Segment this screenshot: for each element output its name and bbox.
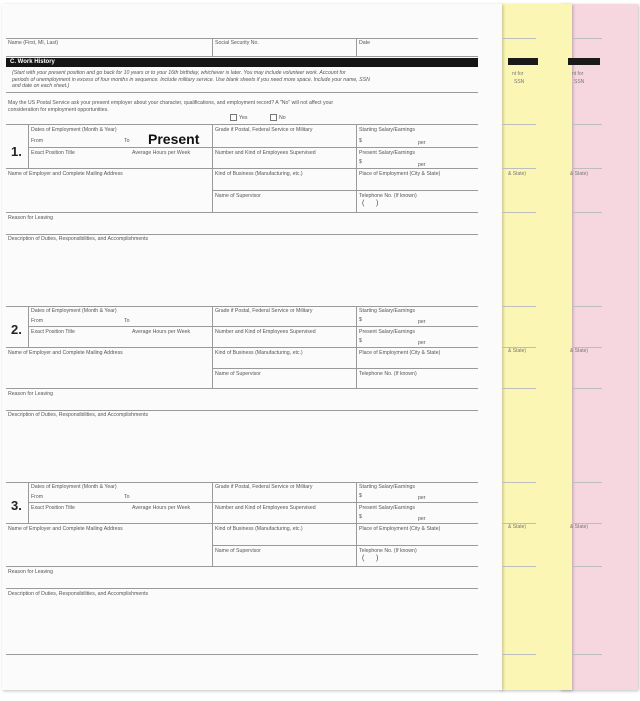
position-title-field[interactable]: Exact Position Title — [31, 150, 75, 156]
from-field[interactable]: From — [31, 494, 44, 500]
position-title-field[interactable]: Exact Position Title — [31, 329, 75, 335]
reason-leaving-field[interactable]: Reason for Leaving — [8, 391, 53, 397]
pink-peek-text: nt for — [572, 71, 584, 77]
yellow-peek-text: & State) — [508, 348, 527, 354]
from-field[interactable]: From — [31, 138, 44, 144]
present-salary-field[interactable]: Present Salary/Earnings — [359, 150, 415, 156]
telephone-field[interactable]: Telephone No. (If known) — [359, 193, 417, 199]
description-field[interactable]: Description of Duties, Responsibilities, and Accomplishments — [8, 412, 149, 418]
yellow-peek-text: nt for — [512, 71, 524, 77]
employees-supervised-field[interactable]: Number and Kind of Employees Supervised — [215, 150, 316, 156]
per-label: per — [418, 495, 426, 501]
dollar-sign: $ — [359, 338, 362, 344]
yellow-peek-text: SSN — [514, 79, 525, 85]
yellow-peek-text: & State) — [508, 524, 527, 530]
telephone-field[interactable]: Telephone No. (If known) — [359, 371, 417, 377]
entry-number: 2. — [11, 322, 22, 337]
section-title: C. Work History — [6, 58, 478, 67]
pink-section-bar — [568, 58, 600, 65]
employer-contact-question: May the US Postal Service ask your present employer about your character, qualifications, and employment record? A "No" will not affect your consideration for employment opportunities. — [8, 100, 334, 113]
starting-salary-field[interactable]: Starting Salary/Earnings — [359, 127, 415, 133]
pink-peek-text: & State) — [570, 171, 589, 177]
date-field[interactable]: Date — [359, 40, 370, 46]
per-label: per — [418, 340, 426, 346]
supervisor-field[interactable]: Name of Supervisor — [215, 193, 261, 199]
entry-number: 1. — [11, 144, 22, 159]
grade-field[interactable]: Grade if Postal, Federal Service or Military — [215, 308, 313, 314]
present-salary-field[interactable]: Present Salary/Earnings — [359, 329, 415, 335]
place-employment-field[interactable]: Place of Employment (City & State) — [359, 171, 441, 177]
grade-field[interactable]: Grade if Postal, Federal Service or Military — [215, 127, 313, 133]
avg-hours-field[interactable]: Average Hours per Week — [132, 505, 191, 511]
telephone-field[interactable]: Telephone No. (If known) — [359, 548, 417, 554]
employer-name-field[interactable]: Name of Employer and Complete Mailing Address — [8, 350, 123, 356]
starting-salary-field[interactable]: Starting Salary/Earnings — [359, 308, 415, 314]
yes-checkbox[interactable] — [230, 114, 237, 121]
dates-label: Dates of Employment (Month & Year) — [31, 308, 117, 314]
yes-option[interactable]: Yes — [230, 114, 247, 121]
employees-supervised-field[interactable]: Number and Kind of Employees Supervised — [215, 329, 316, 335]
grade-field[interactable]: Grade if Postal, Federal Service or Military — [215, 484, 313, 490]
supervisor-field[interactable]: Name of Supervisor — [215, 548, 261, 554]
kind-business-field[interactable]: Kind of Business (Manufacturing, etc.) — [215, 171, 303, 177]
position-title-field[interactable]: Exact Position Title — [31, 505, 75, 511]
area-code-paren: ( ) — [362, 200, 379, 207]
no-option[interactable]: No — [270, 114, 286, 121]
per-label: per — [418, 319, 426, 325]
employees-supervised-field[interactable]: Number and Kind of Employees Supervised — [215, 505, 316, 511]
pink-peek-text: & State) — [570, 348, 589, 354]
to-field[interactable]: To — [124, 138, 130, 144]
ssn-field[interactable]: Social Security No. — [215, 40, 259, 46]
employer-name-field[interactable]: Name of Employer and Complete Mailing Address — [8, 171, 123, 177]
kind-business-field[interactable]: Kind of Business (Manufacturing, etc.) — [215, 350, 303, 356]
section-instructions: (Start with your present position and go back for 10 years or to your 16th birthday, whichever is later. You may include volunteer work. Account for periods of unemployment in excess of four months in sequence. Include military service. Use blank sheets if you need more space. Include your name, SSN and date on each sheet.) — [12, 70, 370, 89]
to-field[interactable]: To — [124, 318, 130, 324]
dates-label: Dates of Employment (Month & Year) — [31, 127, 117, 133]
description-field[interactable]: Description of Duties, Responsibilities, and Accomplishments — [8, 236, 149, 242]
reason-leaving-field[interactable]: Reason for Leaving — [8, 215, 53, 221]
yellow-section-bar — [508, 58, 538, 65]
pink-peek-text: SSN — [574, 79, 585, 85]
to-field[interactable]: To — [124, 494, 130, 500]
starting-salary-field[interactable]: Starting Salary/Earnings — [359, 484, 415, 490]
present-salary-field[interactable]: Present Salary/Earnings — [359, 505, 415, 511]
pink-peek-text: & State) — [570, 524, 589, 530]
dollar-sign: $ — [359, 493, 362, 499]
avg-hours-field[interactable]: Average Hours per Week — [132, 329, 191, 335]
entry-number: 3. — [11, 498, 22, 513]
avg-hours-field[interactable]: Average Hours per Week — [132, 150, 191, 156]
yellow-peek-text: & State) — [508, 171, 527, 177]
from-field[interactable]: From — [31, 318, 44, 324]
work-history-form — [2, 4, 502, 690]
dollar-sign: $ — [359, 317, 362, 323]
area-code-paren: ( ) — [362, 555, 379, 562]
place-employment-field[interactable]: Place of Employment (City & State) — [359, 350, 441, 356]
employer-name-field[interactable]: Name of Employer and Complete Mailing Address — [8, 526, 123, 532]
dollar-sign: $ — [359, 159, 362, 165]
present-handwritten-text: Present — [148, 131, 200, 147]
dates-label: Dates of Employment (Month & Year) — [31, 484, 117, 490]
per-label: per — [418, 140, 426, 146]
dollar-sign: $ — [359, 514, 362, 520]
no-checkbox[interactable] — [270, 114, 277, 121]
name-field[interactable]: Name (First, MI, Last) — [8, 40, 59, 46]
kind-business-field[interactable]: Kind of Business (Manufacturing, etc.) — [215, 526, 303, 532]
description-field[interactable]: Description of Duties, Responsibilities, and Accomplishments — [8, 591, 149, 597]
dollar-sign: $ — [359, 138, 362, 144]
reason-leaving-field[interactable]: Reason for Leaving — [8, 569, 53, 575]
supervisor-field[interactable]: Name of Supervisor — [215, 371, 261, 377]
place-employment-field[interactable]: Place of Employment (City & State) — [359, 526, 441, 532]
per-label: per — [418, 162, 426, 168]
per-label: per — [418, 516, 426, 522]
